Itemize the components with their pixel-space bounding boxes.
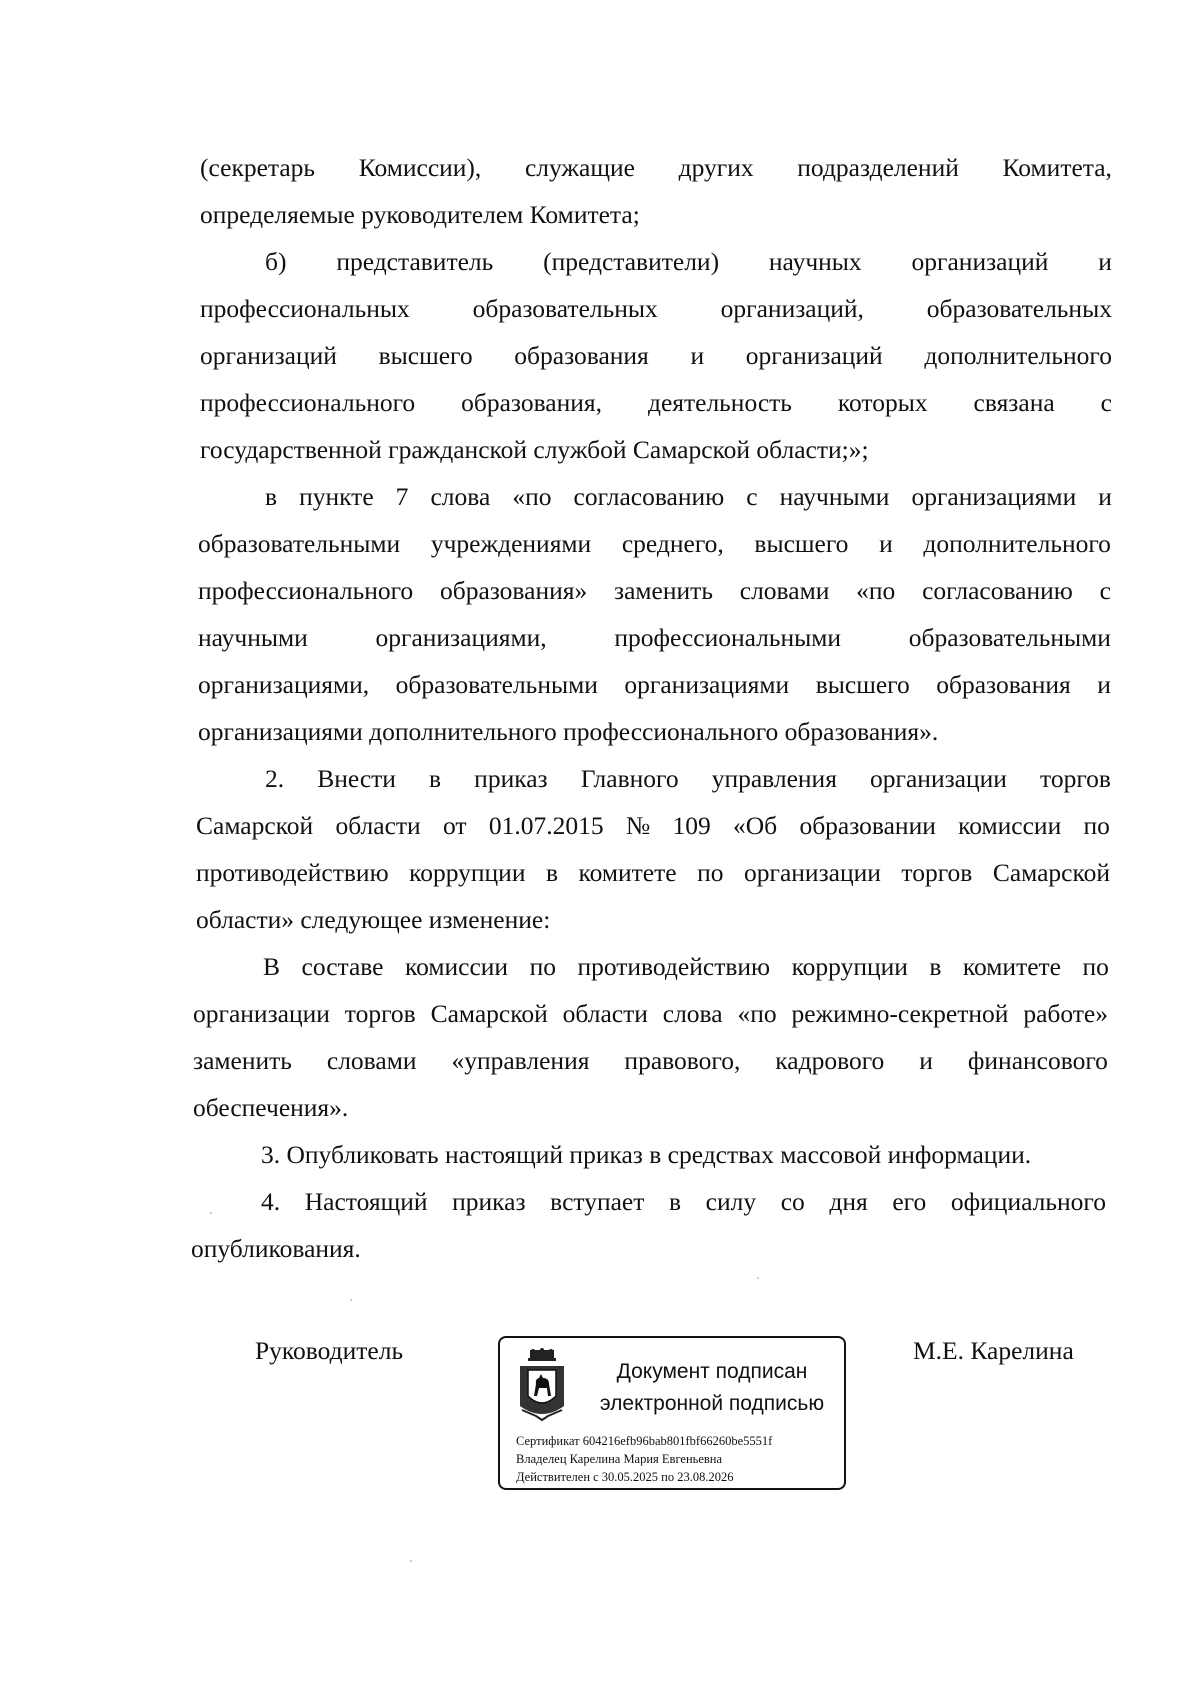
word: «Об	[733, 811, 778, 840]
word: и	[1098, 247, 1112, 276]
stamp-details	[516, 1432, 772, 1486]
word: дополнительного	[923, 529, 1111, 558]
word: №	[625, 811, 651, 840]
word: заменить	[193, 1046, 292, 1075]
word: образовательными	[908, 623, 1111, 652]
word: образования	[514, 341, 649, 370]
word: представитель	[336, 247, 494, 276]
word: Главного	[580, 764, 679, 793]
word: организации	[744, 858, 881, 887]
word: связана	[973, 388, 1055, 417]
text-line	[261, 1187, 1106, 1217]
word: комиссии	[405, 952, 509, 981]
text-line	[265, 482, 1112, 512]
word: с	[1099, 576, 1111, 605]
text-line	[265, 247, 1112, 277]
word: которых	[837, 388, 928, 417]
scan-speck	[410, 1560, 412, 1562]
word: комитете	[962, 952, 1061, 981]
text-line	[200, 153, 1112, 183]
word: Комиссии),	[358, 153, 482, 182]
word: Самарской	[430, 999, 548, 1028]
scan-speck	[350, 1299, 352, 1301]
word: организаций	[911, 247, 1049, 276]
scan-speck	[757, 1277, 759, 1279]
word: кадрового	[775, 1046, 885, 1075]
word: словами	[739, 576, 830, 605]
word: работе»	[1023, 999, 1108, 1028]
word: В	[263, 952, 281, 981]
word: «по	[737, 999, 777, 1028]
word: Самарской	[992, 858, 1110, 887]
word: в	[668, 1187, 682, 1216]
word: и	[1098, 482, 1112, 511]
word: официального	[950, 1187, 1106, 1216]
word: торгов	[344, 999, 416, 1028]
word: организации	[193, 999, 330, 1028]
word: по	[1082, 952, 1109, 981]
word: комитете	[578, 858, 677, 887]
text-line	[196, 858, 1110, 888]
word: «по	[856, 576, 896, 605]
word: учреждениями	[430, 529, 592, 558]
word: коррупции	[791, 952, 908, 981]
word: противодействию	[577, 952, 771, 981]
word: образовательных	[926, 294, 1112, 323]
text-line	[265, 764, 1111, 794]
stamp-title-line1: Документ подписан	[616, 1360, 808, 1383]
word: 7	[395, 482, 409, 511]
word: комиссии	[958, 811, 1062, 840]
word: пункте	[299, 482, 374, 511]
text-line: 3. Опубликовать настоящий приказ в средствах массовой информации.	[261, 1140, 1032, 1169]
stamp-title-line2: электронной подписью	[599, 1392, 825, 1415]
word: организации	[870, 764, 1007, 793]
word: в	[429, 764, 442, 793]
word: с	[1100, 388, 1112, 417]
word: заменить	[614, 576, 713, 605]
stamp-title	[592, 1356, 832, 1420]
word: торгов	[1040, 764, 1111, 793]
word: и	[879, 529, 893, 558]
word: (секретарь	[200, 153, 316, 182]
word: по	[529, 952, 556, 981]
word: по	[697, 858, 724, 887]
text-line	[263, 952, 1109, 982]
word: (представители)	[543, 247, 720, 276]
text-line	[193, 1046, 1108, 1076]
text-line	[193, 999, 1108, 1029]
word: силу	[705, 1187, 757, 1216]
word: и	[690, 341, 705, 370]
word: согласованию	[573, 482, 725, 511]
word: высшего	[815, 670, 910, 699]
word: «управления	[451, 1046, 590, 1075]
signature-position: Руководитель	[255, 1336, 404, 1365]
word: в	[545, 858, 559, 887]
word: словами	[326, 1046, 417, 1075]
word: слова	[662, 999, 723, 1028]
word: в	[265, 482, 278, 511]
word: с	[746, 482, 758, 511]
word: Комитета,	[1002, 153, 1112, 182]
word: управления	[711, 764, 837, 793]
word: области	[562, 999, 648, 1028]
word: противодействию	[196, 858, 389, 887]
word: организациями	[624, 670, 790, 699]
text-line: определяемые руководителем Комитета;	[200, 200, 640, 229]
word: образовательными	[198, 529, 401, 558]
word: образования»	[439, 576, 588, 605]
word: деятельность	[647, 388, 792, 417]
word: организациями,	[375, 623, 547, 652]
word: 109	[672, 811, 711, 840]
word: финансового	[967, 1046, 1108, 1075]
word: б)	[265, 247, 287, 276]
word: Самарской	[196, 811, 314, 840]
text-line: опубликования.	[191, 1234, 361, 1263]
word: профессиональных	[200, 294, 410, 323]
word: организаций	[745, 341, 883, 370]
word: 01.07.2015	[488, 811, 604, 840]
word: по	[1083, 811, 1110, 840]
word: научными	[779, 482, 890, 511]
word: образовании	[799, 811, 936, 840]
text-line	[198, 670, 1111, 700]
signature-name: М.Е. Карелина	[913, 1336, 1074, 1365]
word: Внести	[317, 764, 396, 793]
word: слова	[430, 482, 491, 511]
text-line	[200, 294, 1112, 324]
word: и	[1097, 670, 1111, 699]
word: высшего	[378, 341, 473, 370]
word: Настоящий	[304, 1187, 428, 1216]
word: торгов	[901, 858, 973, 887]
word: организаций,	[720, 294, 864, 323]
word: профессионального	[200, 388, 416, 417]
electronic-signature-stamp	[498, 1336, 846, 1490]
word: высшего	[754, 529, 849, 558]
word: в	[929, 952, 942, 981]
text-line: области» следующее изменение:	[196, 905, 551, 934]
word: подразделений	[797, 153, 959, 182]
word: профессиональными	[614, 623, 842, 652]
stamp-owner: Владелец Карелина Мария Евгеньевна	[516, 1452, 723, 1466]
word: среднего,	[621, 529, 724, 558]
text-line: государственной гражданской службой Самарской области;»;	[200, 435, 869, 464]
text-line	[198, 529, 1111, 559]
word: образовательных	[472, 294, 658, 323]
word: служащие	[524, 153, 635, 182]
word: организациями	[911, 482, 1077, 511]
scan-speck	[210, 1212, 212, 1214]
word: составе	[301, 952, 384, 981]
text-line: обеспечения».	[193, 1093, 349, 1122]
text-line	[196, 811, 1110, 841]
word: приказ	[452, 1187, 526, 1216]
word: приказ	[474, 764, 548, 793]
word: дополнительного	[924, 341, 1112, 370]
text-line	[200, 388, 1112, 418]
word: дня	[829, 1187, 868, 1216]
stamp-validity: Действителен с 30.05.2025 по 23.08.2026	[516, 1470, 734, 1484]
word: научных	[768, 247, 862, 276]
word: образования	[936, 670, 1071, 699]
text-line: организациями дополнительного профессионального образования».	[198, 717, 939, 746]
word: образования,	[461, 388, 603, 417]
word: организаций	[200, 341, 337, 370]
word: режимно-секретной	[791, 999, 1009, 1028]
word: коррупции	[409, 858, 526, 887]
word: от	[442, 811, 467, 840]
word: других	[678, 153, 754, 182]
word: области	[335, 811, 421, 840]
word: «по	[512, 482, 552, 511]
word: вступает	[550, 1187, 645, 1216]
word: научными	[198, 623, 308, 652]
text-line	[200, 341, 1112, 371]
word: организациями,	[198, 670, 370, 699]
word: профессионального	[198, 576, 414, 605]
word: его	[892, 1187, 927, 1216]
word: образовательными	[395, 670, 598, 699]
word: 2.	[265, 764, 285, 793]
word: со	[780, 1187, 805, 1216]
word: 4.	[261, 1187, 281, 1216]
stamp-certificate: Сертификат 604216efb96bab801fbf66260be5551f	[516, 1434, 773, 1448]
text-line	[198, 623, 1111, 653]
text-line	[198, 576, 1111, 606]
word: и	[919, 1046, 933, 1075]
samara-coat-of-arms-icon	[516, 1348, 568, 1422]
word: правового,	[624, 1046, 741, 1075]
word: согласованию	[922, 576, 1073, 605]
